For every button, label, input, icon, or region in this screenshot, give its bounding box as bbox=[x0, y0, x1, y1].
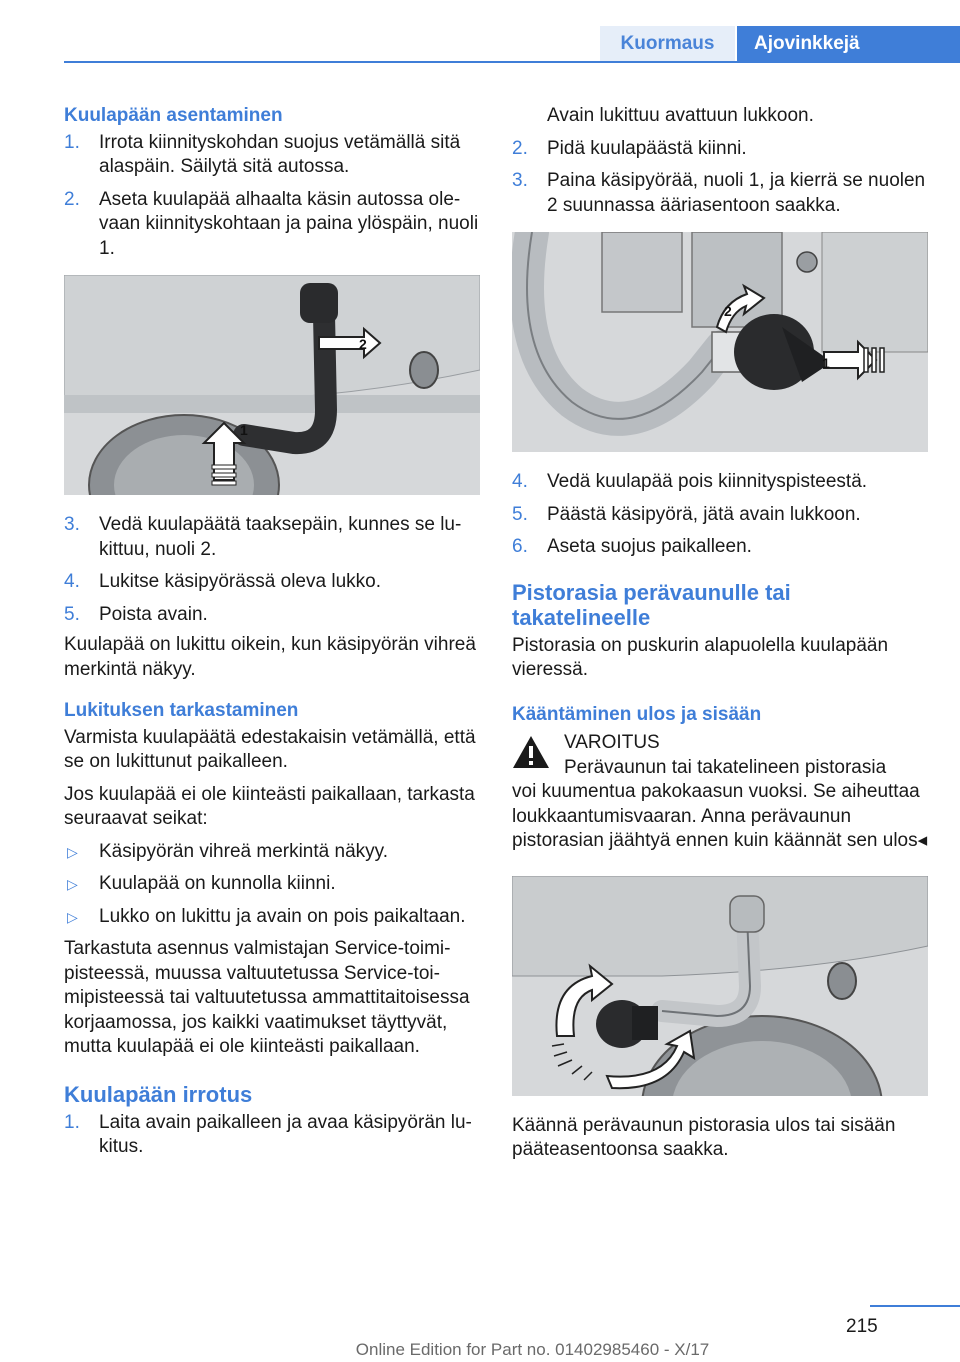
paragraph-jos: Jos kuulapää ei ole kiinteästi paikallaan, tarkasta seuraavat seikat: bbox=[64, 783, 475, 829]
step-text: Poista avain. bbox=[99, 603, 208, 625]
handwheel-illustration bbox=[512, 232, 928, 452]
step-continuation: Avain lukittuu avattuun lukkoon. bbox=[547, 105, 814, 126]
warning-text-continued: voi kuumentua pakokaasun vuoksi. Se aiheuttaa loukkaantumisvaaran. Anna perävaunun pistorasian jäähtyä ennen kuin käännät sen ulos◂ bbox=[512, 781, 928, 851]
list-item bbox=[64, 188, 480, 262]
chapter-tab-ajovinkkeja[interactable]: Ajovinkkejä bbox=[737, 26, 960, 62]
figure-ball-head-install bbox=[64, 275, 480, 495]
section-tab-kuormaus[interactable]: Kuormaus bbox=[600, 26, 735, 62]
figure-socket-swivel bbox=[512, 876, 928, 1096]
paragraph-pistorasia: Pistorasia on puskurin alapuolella kuulapään vieressä. bbox=[512, 634, 889, 680]
step-text: Irrota kiinnityskohdan suojus vetämällä sitä alaspäin. Säilytä sitä autossa. bbox=[99, 131, 461, 177]
arrow-label: 1 bbox=[240, 422, 248, 438]
list-item bbox=[64, 570, 480, 595]
step-number: 5. bbox=[64, 603, 80, 625]
step-number: 4. bbox=[64, 571, 80, 592]
step-text: Aseta suojus paikalleen. bbox=[547, 536, 752, 557]
list-item bbox=[64, 131, 480, 180]
triangle-bullet-icon: ▷ bbox=[67, 876, 78, 892]
step-number: 1. bbox=[64, 131, 80, 153]
warning-block bbox=[512, 731, 928, 780]
check-bullets-list bbox=[64, 840, 480, 930]
step-number: 2. bbox=[64, 188, 80, 210]
list-item bbox=[64, 1111, 480, 1160]
left-column bbox=[64, 104, 480, 1168]
install-steps-list-2 bbox=[64, 513, 480, 627]
step-text: Vedä kuulapää pois kiinnityspisteestä. bbox=[547, 471, 868, 492]
heading-kaantaminen: Kääntäminen ulos ja sisään bbox=[512, 703, 762, 725]
step-text: Lukitse käsipyörässä oleva lukko. bbox=[99, 571, 381, 592]
triangle-bullet-icon: ▷ bbox=[67, 908, 78, 925]
list-item bbox=[64, 840, 480, 865]
bullet-text: Lukko on lukittu ja avain on pois paikaltaan. bbox=[99, 905, 466, 927]
step-text: Päästä käsipyörä, jätä avain lukkoon. bbox=[547, 503, 861, 525]
heading-pistorasia: Pistorasia perävaunulle tai takatelineelle bbox=[512, 579, 791, 630]
step-text: Laita avain paikalleen ja avaa käsipyörän lukitus. bbox=[99, 1111, 472, 1157]
list-item bbox=[64, 603, 480, 628]
paragraph-lukittu: Kuulapää on lukittu oikein, kun käsipyörän vihreä merkintä näkyy. bbox=[64, 634, 476, 680]
removal-steps-list bbox=[64, 1111, 480, 1160]
heading-tarkastaminen: Lukituksen tarkastaminen bbox=[64, 700, 299, 721]
ball-head-install-illustration bbox=[64, 275, 480, 495]
footer-rule bbox=[870, 1305, 960, 1307]
list-item bbox=[512, 503, 928, 528]
warning-triangle-icon bbox=[512, 735, 550, 769]
list-item bbox=[512, 535, 928, 560]
list-item bbox=[512, 137, 928, 162]
triangle-bullet-icon: ▷ bbox=[67, 843, 78, 860]
install-steps-list bbox=[64, 131, 480, 262]
header-rule bbox=[64, 61, 960, 63]
heading-asentaminen: Kuulapään asentaminen bbox=[64, 105, 283, 126]
bullet-text: Käsipyörän vihreä merkintä näkyy. bbox=[99, 840, 388, 862]
right-column bbox=[512, 104, 928, 1171]
list-item bbox=[512, 470, 928, 495]
step-number: 3. bbox=[512, 170, 528, 191]
step-text: Aseta kuulapää alhaalta käsin autossa olevaan kiinnityskohtaan ja paina ylöspäin, nuoli 1. bbox=[99, 188, 479, 259]
heading-irrotus: Kuulapään irrotus bbox=[64, 1081, 253, 1107]
paragraph-varmista: Varmista kuulapäätä edestakaisin vetämällä, että se on lukittunut paikalleen. bbox=[64, 726, 476, 772]
step-number: 2. bbox=[512, 137, 528, 159]
arrow-label: 1 bbox=[822, 355, 830, 371]
edition-footer: Online Edition for Part no. 01402985460 - X/17 bbox=[355, 1340, 710, 1359]
step-number: 6. bbox=[512, 536, 528, 557]
list-item bbox=[64, 905, 480, 930]
warning-title: VAROITUS bbox=[564, 732, 660, 753]
bullet-text: Kuulapää on kunnolla kiinni. bbox=[99, 873, 336, 894]
page-number: 215 bbox=[846, 1316, 878, 1337]
page-header bbox=[0, 26, 960, 62]
list-item bbox=[64, 872, 480, 897]
arrow-label: 2 bbox=[359, 336, 367, 352]
step-text: Pidä kuulapäästä kiinni. bbox=[547, 137, 747, 159]
step-number: 3. bbox=[64, 514, 80, 535]
step-number: 1. bbox=[64, 1111, 80, 1133]
step-number: 5. bbox=[512, 503, 528, 525]
step-number: 4. bbox=[512, 471, 528, 492]
step-text: Paina käsipyörää, nuoli 1, ja kierrä se nuolen 2 suunnassa ääriasentoon saakka. bbox=[547, 170, 926, 216]
warning-text: Perävaunun tai takatelineen pistorasia bbox=[564, 756, 887, 778]
figure-handwheel bbox=[512, 232, 928, 452]
step-text: Vedä kuulapäätä taaksepäin, kunnes se lukittuu, nuoli 2. bbox=[99, 514, 462, 560]
list-item bbox=[64, 513, 480, 562]
list-item bbox=[512, 169, 928, 218]
paragraph-kaanna: Käännä perävaunun pistorasia ulos tai sisään pääteasentoonsa saakka. bbox=[512, 1114, 896, 1160]
socket-swivel-illustration bbox=[512, 876, 928, 1096]
removal-steps-list-3 bbox=[512, 470, 928, 560]
removal-steps-list-2 bbox=[512, 137, 928, 219]
paragraph-tarkastuta: Tarkastuta asennus valmistajan Service-toimipisteessä, muussa valtuutetussa Service-toimipisteessä tai valtuutetussa ammattitaitoisessa korjaamossa, jos kaikki vaatimukset täyttyvät, mutta kuulapää ei ole kiinteästi paikallaan. bbox=[64, 938, 470, 1057]
arrow-label: 2 bbox=[724, 303, 732, 319]
